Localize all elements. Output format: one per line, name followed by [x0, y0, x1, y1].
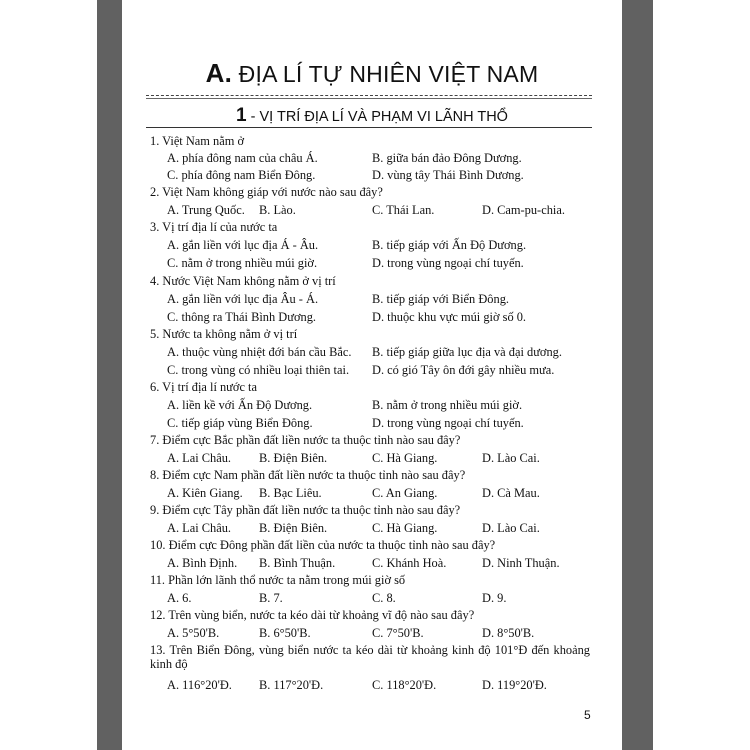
page-number: 5 — [584, 708, 591, 722]
q11-option-d: D. 9. — [482, 591, 507, 605]
question-4: 4. Nước Việt Nam không nằm ở vị trí — [150, 274, 336, 288]
q8-option-c: C. An Giang. — [372, 486, 438, 500]
q12-option-b: B. 6°50'B. — [259, 626, 311, 640]
q11-option-a: A. 6. — [167, 591, 192, 605]
q13-option-a: A. 116°20'Đ. — [167, 678, 232, 692]
q1-option-b: B. giữa bán đảo Đông Dương. — [372, 151, 522, 165]
q2-option-a: A. Trung Quốc. — [167, 203, 245, 217]
q6-option-c: C. tiếp giáp vùng Biển Đông. — [167, 416, 313, 430]
q9-option-a: A. Lai Châu. — [167, 521, 232, 535]
q8-option-a: A. Kiên Giang. — [167, 486, 243, 500]
left-margin-bar — [97, 0, 122, 750]
title-divider — [146, 98, 592, 99]
q2-option-b: B. Lào. — [259, 203, 296, 217]
question-10: 10. Điểm cực Đông phần đất liền của nước ta thuộc tỉnh nào sau đây? — [150, 538, 496, 552]
q10-option-c: C. Khánh Hoà. — [372, 556, 447, 570]
q7-option-a: A. Lai Châu. — [167, 451, 232, 465]
q9-option-b: B. Điện Biên. — [259, 521, 328, 535]
q4-option-a: A. gắn liền với lục địa Âu - Á. — [167, 292, 319, 306]
q5-option-a: A. thuộc vùng nhiệt đới bán cầu Bắc. — [167, 345, 352, 359]
q5-option-d: D. có gió Tây ôn đới gây nhiều mưa. — [372, 363, 555, 377]
question-3: 3. Vị trí địa lí của nước ta — [150, 220, 278, 234]
question-1: 1. Việt Nam nằm ở — [150, 134, 245, 148]
question-5: 5. Nước ta không nằm ở vị trí — [150, 327, 298, 341]
q6-option-a: A. liền kề với Ấn Độ Dương. — [167, 398, 313, 412]
q8-option-b: B. Bạc Liêu. — [259, 486, 322, 500]
q1-option-a: A. phía đông nam của châu Á. — [167, 151, 318, 165]
q9-option-d: D. Lào Cai. — [482, 521, 540, 535]
q11-option-b: B. 7. — [259, 591, 283, 605]
q6-option-d: D. trong vùng ngoại chí tuyến. — [372, 416, 524, 430]
q1-option-c: C. phía đông nam Biển Đông. — [167, 168, 316, 182]
q10-option-d: D. Ninh Thuận. — [482, 556, 560, 570]
q7-option-d: D. Lào Cai. — [482, 451, 540, 465]
q4-option-c: C. thông ra Thái Bình Dương. — [167, 310, 316, 324]
question-6: 6. Vị trí địa lí nước ta — [150, 380, 257, 394]
q4-option-b: B. tiếp giáp với Biển Đông. — [372, 292, 509, 306]
q5-option-c: C. trong vùng có nhiều loại thiên tai. — [167, 363, 350, 377]
q12-option-a: A. 5°50'B. — [167, 626, 220, 640]
q9-option-c: C. Hà Giang. — [372, 521, 438, 535]
section-divider — [146, 127, 592, 128]
question-11: 11. Phần lớn lãnh thổ nước ta nằm trong múi giờ số — [150, 573, 406, 587]
q3-option-c: C. nằm ở trong nhiều múi giờ. — [167, 256, 318, 270]
section-title: 1 - VỊ TRÍ ĐỊA LÍ VÀ PHẠM VI LÃNH THỔ — [236, 105, 508, 126]
q3-option-b: B. tiếp giáp với Ấn Độ Dương. — [372, 238, 527, 252]
q4-option-d: D. thuộc khu vực múi giờ số 0. — [372, 310, 527, 324]
question-2: 2. Việt Nam không giáp với nước nào sau đây? — [150, 185, 383, 199]
question-7: 7. Điểm cực Bắc phần đất liền nước ta thuộc tỉnh nào sau đây? — [150, 433, 461, 447]
question-12: 12. Trên vùng biển, nước ta kéo dài từ khoảng vĩ độ nào sau đây? — [150, 608, 475, 622]
q2-option-d: D. Cam-pu-chia. — [482, 203, 565, 217]
right-margin-bar — [622, 0, 653, 750]
q12-option-d: D. 8°50'B. — [482, 626, 535, 640]
q10-option-a: A. Bình Định. — [167, 556, 238, 570]
q13-option-d: D. 119°20'Đ. — [482, 678, 547, 692]
q3-option-d: D. trong vùng ngoại chí tuyến. — [372, 256, 524, 270]
question-13: 13. Trên Biển Đông, vùng biển nước ta kéo dài từ khoảng kinh độ 101°Đ đến khoảng kinh độ — [150, 643, 590, 671]
q7-option-b: B. Điện Biên. — [259, 451, 328, 465]
q1-option-d: D. vùng tây Thái Bình Dương. — [372, 168, 524, 182]
q12-option-c: C. 7°50'B. — [372, 626, 424, 640]
q10-option-b: B. Bình Thuận. — [259, 556, 336, 570]
q3-option-a: A. gắn liền với lục địa Á - Âu. — [167, 238, 319, 252]
q2-option-c: C. Thái Lan. — [372, 203, 435, 217]
q7-option-c: C. Hà Giang. — [372, 451, 438, 465]
q6-option-b: B. nằm ở trong nhiều múi giờ. — [372, 398, 523, 412]
q5-option-b: B. tiếp giáp giữa lục địa và đại dương. — [372, 345, 562, 359]
title-divider-dashed — [146, 95, 592, 96]
book-page — [122, 0, 622, 750]
question-9: 9. Điểm cực Tây phần đất liền nước ta thuộc tỉnh nào sau đây? — [150, 503, 461, 517]
q8-option-d: D. Cà Mau. — [482, 486, 540, 500]
page-title: A. ĐỊA LÍ TỰ NHIÊN VIỆT NAM — [205, 58, 539, 88]
q13-option-c: C. 118°20'Đ. — [372, 678, 437, 692]
question-8: 8. Điểm cực Nam phần đất liền nước ta thuộc tỉnh nào sau đây? — [150, 468, 466, 482]
q13-option-b: B. 117°20'Đ. — [259, 678, 324, 692]
q11-option-c: C. 8. — [372, 591, 396, 605]
